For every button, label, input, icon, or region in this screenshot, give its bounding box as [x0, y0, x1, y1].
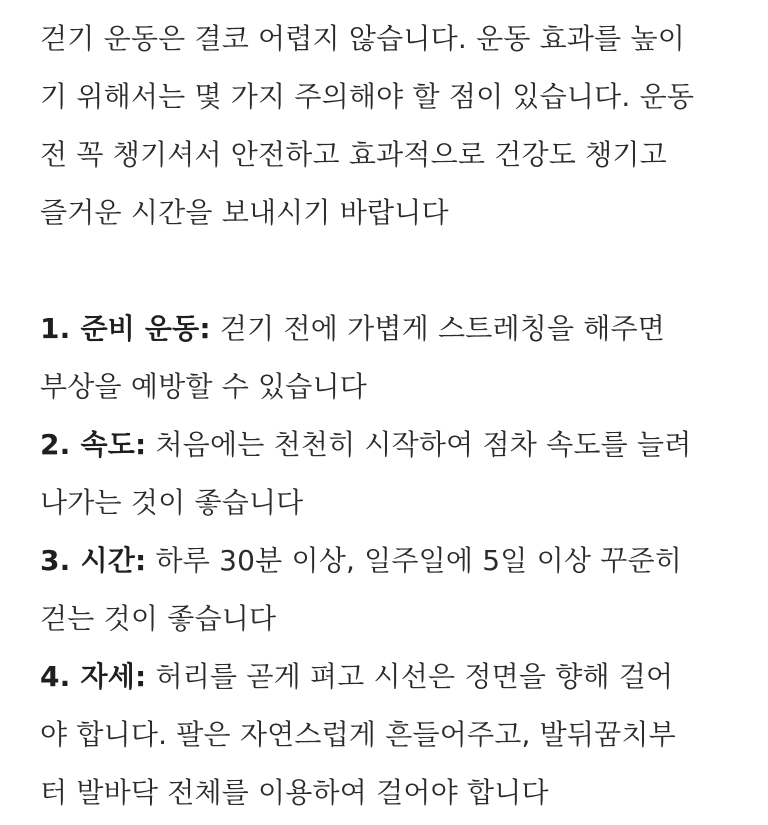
tip-text: 걷는 것이 좋습니다 [40, 602, 277, 635]
tip-text: 부상을 예방할 수 있습니다 [40, 370, 368, 403]
tip-item-posture [40, 648, 750, 822]
article-body [40, 10, 750, 822]
intro-line: 걷기 운동은 결코 어렵지 않습니다. 운동 효과를 높이 [40, 22, 686, 55]
tip-text: 처음에는 천천히 시작하여 점차 속도를 늘려 [146, 428, 692, 461]
tip-item-warmup [40, 300, 750, 416]
tip-text: 야 합니다. 팔은 자연스럽게 흔들어주고, 발뒤꿈치부 [40, 718, 676, 751]
intro-paragraph [40, 10, 750, 242]
tip-label: 4. 자세: [40, 660, 147, 693]
tip-text: 허리를 곧게 펴고 시선은 정면을 향해 걸어 [146, 660, 674, 693]
tip-label: 2. 속도: [40, 428, 147, 461]
tip-text: 터 발바닥 전체를 이용하여 걸어야 합니다 [40, 776, 549, 809]
paragraph-gap [40, 242, 750, 300]
intro-line: 즐거운 시간을 보내시기 바랍니다 [40, 196, 449, 229]
tip-label: 3. 시간: [40, 544, 147, 577]
intro-line: 기 위해서는 몇 가지 주의해야 할 점이 있습니다. 운동 [40, 80, 695, 113]
tips-list [40, 300, 750, 822]
tip-item-time [40, 532, 750, 648]
tip-text: 하루 30분 이상, 일주일에 5일 이상 꾸준히 [146, 544, 682, 577]
tip-label: 1. 준비 운동: [40, 312, 211, 345]
intro-line: 전 꼭 챙기셔서 안전하고 효과적으로 건강도 챙기고 [40, 138, 667, 171]
tip-item-speed [40, 416, 750, 532]
tip-text: 나가는 것이 좋습니다 [40, 486, 304, 519]
tip-text: 걷기 전에 가볍게 스트레칭을 해주면 [210, 312, 666, 345]
